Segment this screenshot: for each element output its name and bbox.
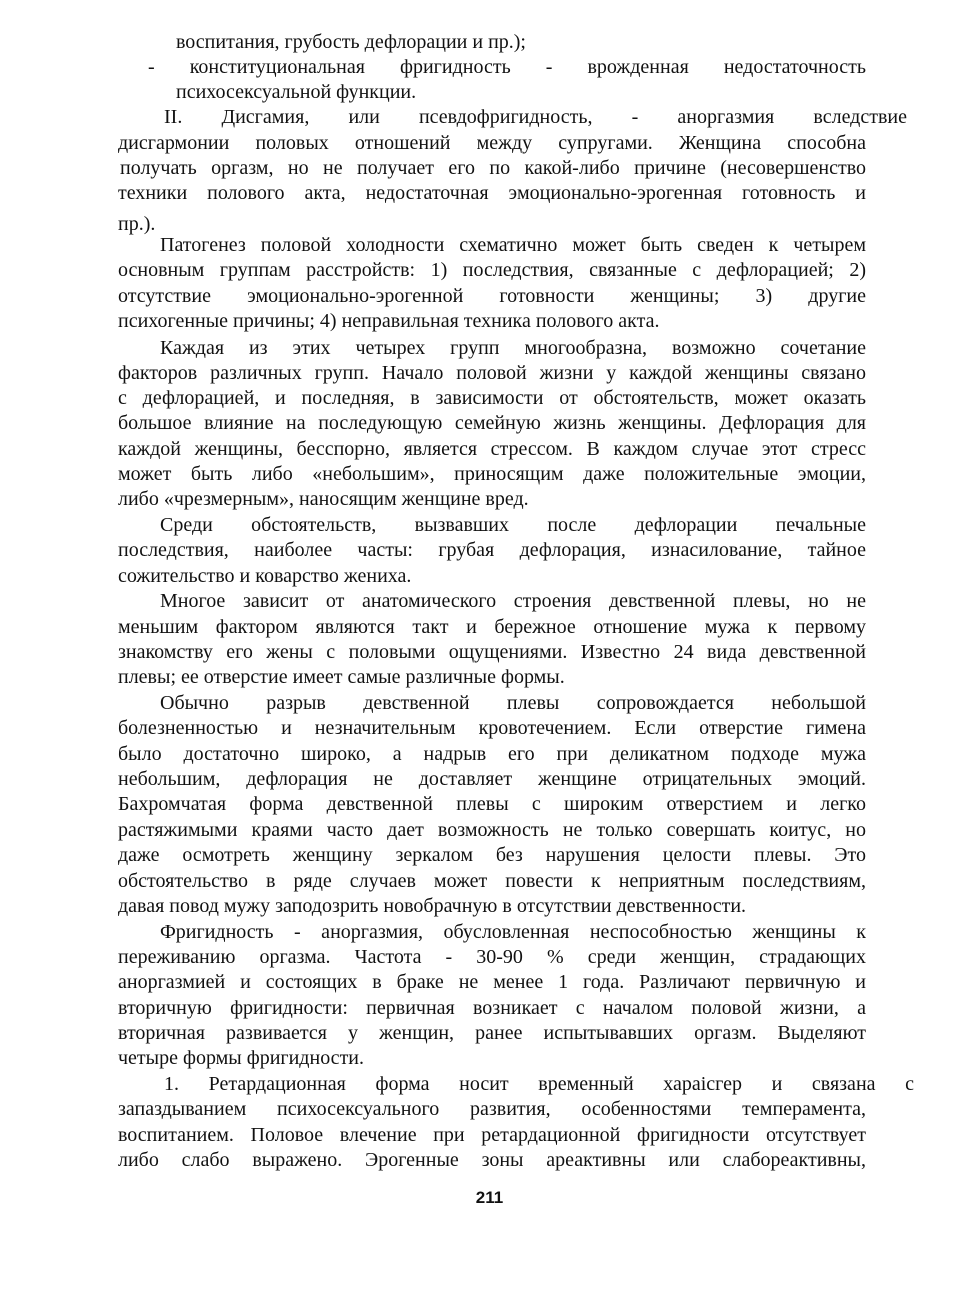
text-line: - конституциональная фригидность - врожденная недостаточность: [148, 56, 866, 78]
text-line: большое влияние на последующую семейную жизнь женщины. Дефлорация для: [118, 412, 866, 434]
text-line: II. Дисгамия, или псевдофригидность, - аноргазмия вследствие: [164, 106, 907, 128]
text-line: либо слабо выражено. Эрогенные зоны ареактивны или слабореактивны,: [118, 1149, 866, 1171]
text-line: может быть либо «небольшим», приносящим даже положительные эмоции,: [118, 463, 866, 485]
text-line: пр.).: [118, 213, 156, 235]
text-line: вторичную фригидности: первичная возникает с началом половой жизни, а: [118, 997, 866, 1019]
text-line: с дефлорацией, и последняя, в зависимости от обстоятельств, может оказать: [118, 387, 866, 409]
text-line: меньшим фактором являются такт и бережное отношение мужа к первому: [118, 616, 866, 638]
text-line: переживанию оргазма. Частота - 30-90 % среди женщин, страдающих: [118, 946, 866, 968]
text-line: Патогенез половой холодности схематично может быть сведен к четырем: [160, 234, 866, 256]
text-line: вторичная развивается у женщин, ранее испытывавших оргазм. Выделяют: [118, 1022, 866, 1044]
text-line: давая повод мужу заподозрить новобрачную в отсутствии девственности.: [118, 895, 747, 917]
text-line: Среди обстоятельств, вызвавших после дефлорации печальные: [160, 514, 866, 536]
text-line: болезненностью и незначительным кровотечением. Если отверстие гимена: [118, 717, 866, 739]
text-line: психосексуальной функции.: [176, 81, 417, 103]
text-line: техники полового акта, недостаточная эмоционально-эрогенная готовность и: [118, 182, 866, 204]
text-line: Бахромчатая форма девственной плевы с широким отверстием и легко: [118, 793, 866, 815]
text-line: аноргазмией и состоящих в браке не менее 1 года. Различают первичную и: [118, 971, 866, 993]
text-line: четыре формы фригидности.: [118, 1047, 365, 1069]
text-line: получать оргазм, но не получает его по какой-либо причине (несовершенство: [120, 157, 866, 179]
text-line: воспитания, грубость дефлорации и пр.);: [176, 31, 526, 53]
text-line: психогенные причины; 4) неправильная техника полового акта.: [118, 310, 660, 332]
text-line: небольшим, дефлорация не доставляет женщине отрицательных эмоций.: [118, 768, 866, 790]
text-line: либо «чрезмерным», наносящим женщине вред.: [118, 488, 529, 510]
text-line: обстоятельство в ряде случаев может повести к неприятным последствиям,: [118, 870, 866, 892]
text-line: дисгармонии половых отношений между супругами. Женщина способна: [118, 132, 866, 154]
text-line: отсутствие эмоционально-эрогенной готовности женщины; 3) другие: [118, 285, 866, 307]
text-line: факторов различных групп. Начало половой жизни у каждой женщины связано: [118, 362, 866, 384]
text-line: каждой женщины, бесспорно, является стрессом. В каждом случае этот стресс: [118, 438, 866, 460]
text-line: воспитанием. Половое влечение при ретардационной фригидности отсутствует: [118, 1124, 866, 1146]
text-line: основным группам расстройств: 1) последствия, связанные с дефлорацией; 2): [118, 259, 866, 281]
text-line: знакомству его жены с половыми ощущениями. Известно 24 вида девственной: [118, 641, 866, 663]
page-number: 211: [475, 1188, 504, 1207]
text-line: Фригидность - аноргазмия, обусловленная неспособностью женщины к: [160, 921, 866, 943]
text-line: Каждая из этих четырех групп многообразна, возможно сочетание: [160, 337, 866, 359]
text-line: сожительство и коварство жениха.: [118, 565, 412, 587]
text-line: запаздыванием психосексуального развития, особенностями темперамента,: [118, 1098, 866, 1120]
text-line: последствия, наиболее часты: грубая дефлорация, изнасилование, тайное: [118, 539, 866, 561]
text-line: было достаточно широко, а надрыв его при деликатном подходе мужа: [118, 743, 866, 765]
text-line: плевы; ее отверстие имеет самые различные формы.: [118, 666, 565, 688]
text-line: 1. Ретардационная форма носит временный хараісгер и связана с: [164, 1073, 914, 1095]
text-line: даже осмотреть женщину зеркалом без нарушения целости плевы. Это: [118, 844, 866, 866]
text-line: Многое зависит от анатомического строения девственной плевы, но не: [160, 590, 866, 612]
text-line: Обычно разрыв девственной плевы сопровождается небольшой: [160, 692, 866, 714]
text-line: растяжимыми краями часто дает возможность не только совершать коитус, но: [118, 819, 866, 841]
